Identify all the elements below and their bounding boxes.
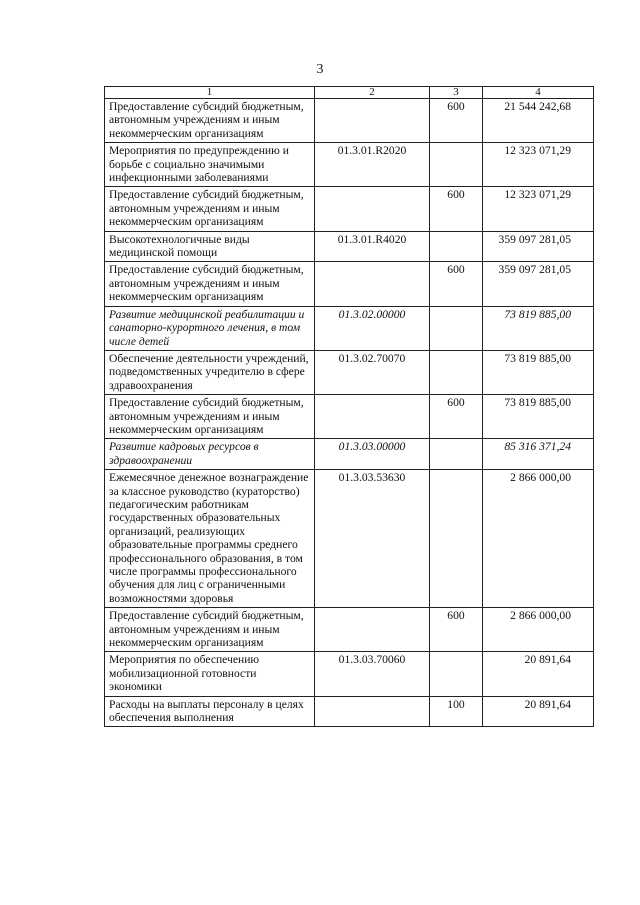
table-row <box>105 262 594 306</box>
table-row <box>105 231 594 262</box>
row-kind-cell: 100 <box>430 696 483 727</box>
row-kind-cell: 600 <box>430 99 483 143</box>
row-kind-cell <box>430 143 483 187</box>
row-amount-cell: 359 097 281,05 <box>483 231 594 262</box>
row-code-cell <box>315 262 430 306</box>
table-row <box>105 608 594 652</box>
row-code-cell: 01.3.01.R2020 <box>315 143 430 187</box>
header-col-3: 3 <box>430 87 483 99</box>
table-row <box>105 470 594 608</box>
row-code-cell: 01.3.01.R4020 <box>315 231 430 262</box>
row-code-cell <box>315 99 430 143</box>
table-row <box>105 187 594 231</box>
row-name-cell: Предоставление субсидий бюджетным, автономным учреждениям и иным некоммерческим организациям <box>105 99 315 143</box>
table-row <box>105 652 594 696</box>
table-row <box>105 143 594 187</box>
row-kind-cell <box>430 652 483 696</box>
row-kind-cell: 600 <box>430 608 483 652</box>
row-code-cell: 01.3.03.53630 <box>315 470 430 608</box>
row-amount-cell: 2 866 000,00 <box>483 608 594 652</box>
row-kind-cell: 600 <box>430 262 483 306</box>
row-kind-cell <box>430 470 483 608</box>
row-amount-cell: 12 323 071,29 <box>483 187 594 231</box>
row-name-cell: Мероприятия по обеспечению мобилизационной готовности экономики <box>105 652 315 696</box>
row-kind-cell <box>430 306 483 350</box>
row-kind-cell <box>430 231 483 262</box>
table-header-row <box>105 87 594 99</box>
table-row <box>105 696 594 727</box>
row-name-cell: Предоставление субсидий бюджетным, автономным учреждениям и иным некоммерческим организациям <box>105 187 315 231</box>
table-row <box>105 306 594 350</box>
row-amount-cell: 2 866 000,00 <box>483 470 594 608</box>
row-amount-cell: 20 891,64 <box>483 652 594 696</box>
header-col-4: 4 <box>483 87 594 99</box>
row-code-cell: 01.3.02.70070 <box>315 350 430 394</box>
table-row <box>105 99 594 143</box>
row-amount-cell: 73 819 885,00 <box>483 395 594 439</box>
row-name-cell: Предоставление субсидий бюджетным, автономным учреждениям и иным некоммерческим организациям <box>105 262 315 306</box>
row-code-cell: 01.3.03.00000 <box>315 439 430 470</box>
table-row <box>105 395 594 439</box>
row-name-cell: Развитие медицинской реабилитации и санаторно-курортного лечения, в том числе детей <box>105 306 315 350</box>
row-code-cell <box>315 395 430 439</box>
row-amount-cell: 73 819 885,00 <box>483 350 594 394</box>
row-amount-cell: 73 819 885,00 <box>483 306 594 350</box>
row-name-cell: Расходы на выплаты персоналу в целях обеспечения выполнения <box>105 696 315 727</box>
header-col-2: 2 <box>315 87 430 99</box>
row-amount-cell: 12 323 071,29 <box>483 143 594 187</box>
table-row <box>105 439 594 470</box>
table-row <box>105 350 594 394</box>
row-code-cell <box>315 696 430 727</box>
row-kind-cell <box>430 350 483 394</box>
row-amount-cell: 359 097 281,05 <box>483 262 594 306</box>
row-name-cell: Обеспечение деятельности учреждений, подведомственных учредителю в сфере здравоохранения <box>105 350 315 394</box>
row-amount-cell: 85 316 371,24 <box>483 439 594 470</box>
row-amount-cell: 20 891,64 <box>483 696 594 727</box>
row-name-cell: Развитие кадровых ресурсов в здравоохранении <box>105 439 315 470</box>
row-amount-cell: 21 544 242,68 <box>483 99 594 143</box>
row-kind-cell: 600 <box>430 395 483 439</box>
row-code-cell: 01.3.02.00000 <box>315 306 430 350</box>
row-name-cell: Предоставление субсидий бюджетным, автономным учреждениям и иным некоммерческим организациям <box>105 608 315 652</box>
row-code-cell <box>315 187 430 231</box>
row-code-cell <box>315 608 430 652</box>
row-name-cell: Ежемесячное денежное вознаграждение за классное руководство (кураторство) педагогическим работникам государственных образовательных организаций, реализующих образовательные программы среднего профессионального образования, в том числе программы профессионального обучения для лиц с ограниченными возможностями здоровья <box>105 470 315 608</box>
row-kind-cell: 600 <box>430 187 483 231</box>
row-name-cell: Мероприятия по предупреждению и борьбе с социально значимыми инфекционными заболеваниями <box>105 143 315 187</box>
row-code-cell: 01.3.03.70060 <box>315 652 430 696</box>
page-number: 3 <box>316 62 324 77</box>
row-kind-cell <box>430 439 483 470</box>
row-name-cell: Предоставление субсидий бюджетным, автономным учреждениям и иным некоммерческим организациям <box>105 395 315 439</box>
header-col-1: 1 <box>105 87 315 99</box>
budget-table <box>104 86 594 727</box>
row-name-cell: Высокотехнологичные виды медицинской помощи <box>105 231 315 262</box>
